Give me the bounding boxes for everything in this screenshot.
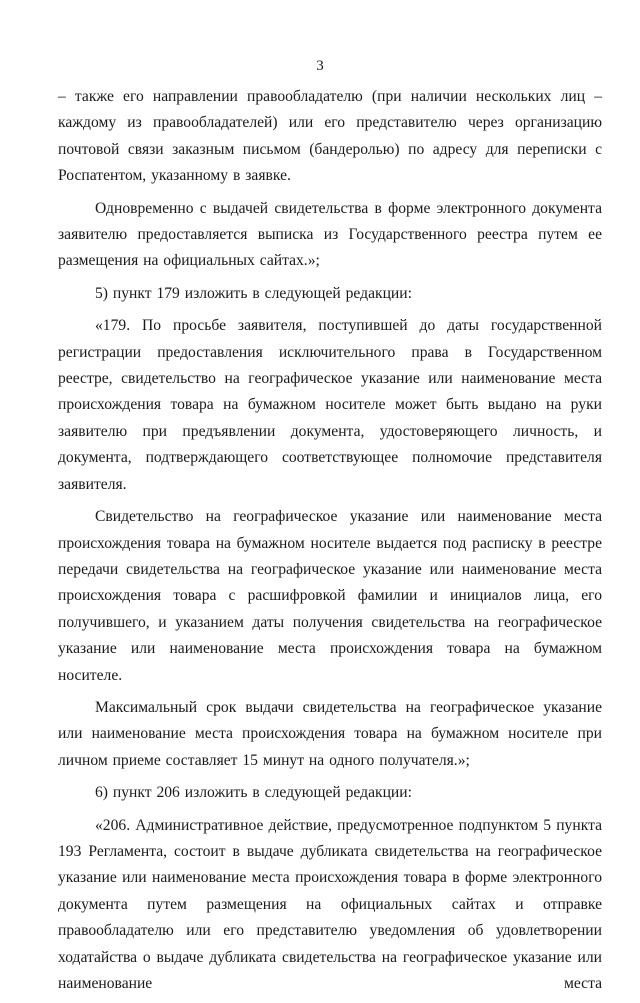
paragraph-item-5-heading: 5) пункт 179 изложить в следующей редакции: [95, 284, 412, 302]
paragraph-electronic-extract: Одновременно с выдачей свидетельства в форме электронного документа заявителю предоставляется выписка из Государственного реестра путем ее размещения на официальных сайтах.»; [58, 199, 602, 270]
paragraph-item-6-heading: 6) пункт 206 изложить в следующей редакции: [95, 784, 412, 802]
paragraph-continuation: – также его направлении правообладателю (при наличии нескольких лиц – каждому из правообладателей) или его представителю через организацию почтовой связи заказным письмом (бандеролью) по адресу для переписки с Роспатентом, указанному в заявке. [58, 88, 602, 185]
paragraph-max-term: Максимальный срок выдачи свидетельства на географическое указание или наименование места происхождения товара на бумажном носителе при личном приеме составляет 15 минут на одного получателя.»; [58, 698, 602, 769]
paragraph-certificate-issue: Свидетельство на географическое указание или наименование места происхождения товара на бумажном носителе выдается под расписку в реестре передачи свидетельства на географическое указание или наименование места происхождения товара с расшифровкой фамилии и инициалов лица, его получившего, и указанием даты получения свидетельства на географическое указание или наименование места происхождения товара на бумажном носителе. [58, 508, 602, 684]
page-number: 3 [316, 58, 324, 74]
paragraph-clause-206: «206. Административное действие, предусмотренное подпунктом 5 пункта 193 Регламента, состоит в выдаче дубликата свидетельства на географическое указание или наименование места происхождения товара в форме электронного документа путем размещения на официальных сайтах и отправке правообладателю или его представителю уведомления об удовлетворении ходатайства о выдаче дубликата свидетельства на географическое указание или наименование места [58, 816, 602, 992]
document-body [58, 84, 602, 1003]
paragraph-clause-179: «179. По просьбе заявителя, поступившей до даты государственной регистрации предоставления исключительного права в Государственном реестре, свидетельство на географическое указание или наименование места происхождения товара на бумажном носителе может быть выдано на руки заявителю при предъявлении документа, удостоверяющего личность, и документа, подтверждающего соответствующее полномочие представителя заявителя. [58, 317, 602, 493]
